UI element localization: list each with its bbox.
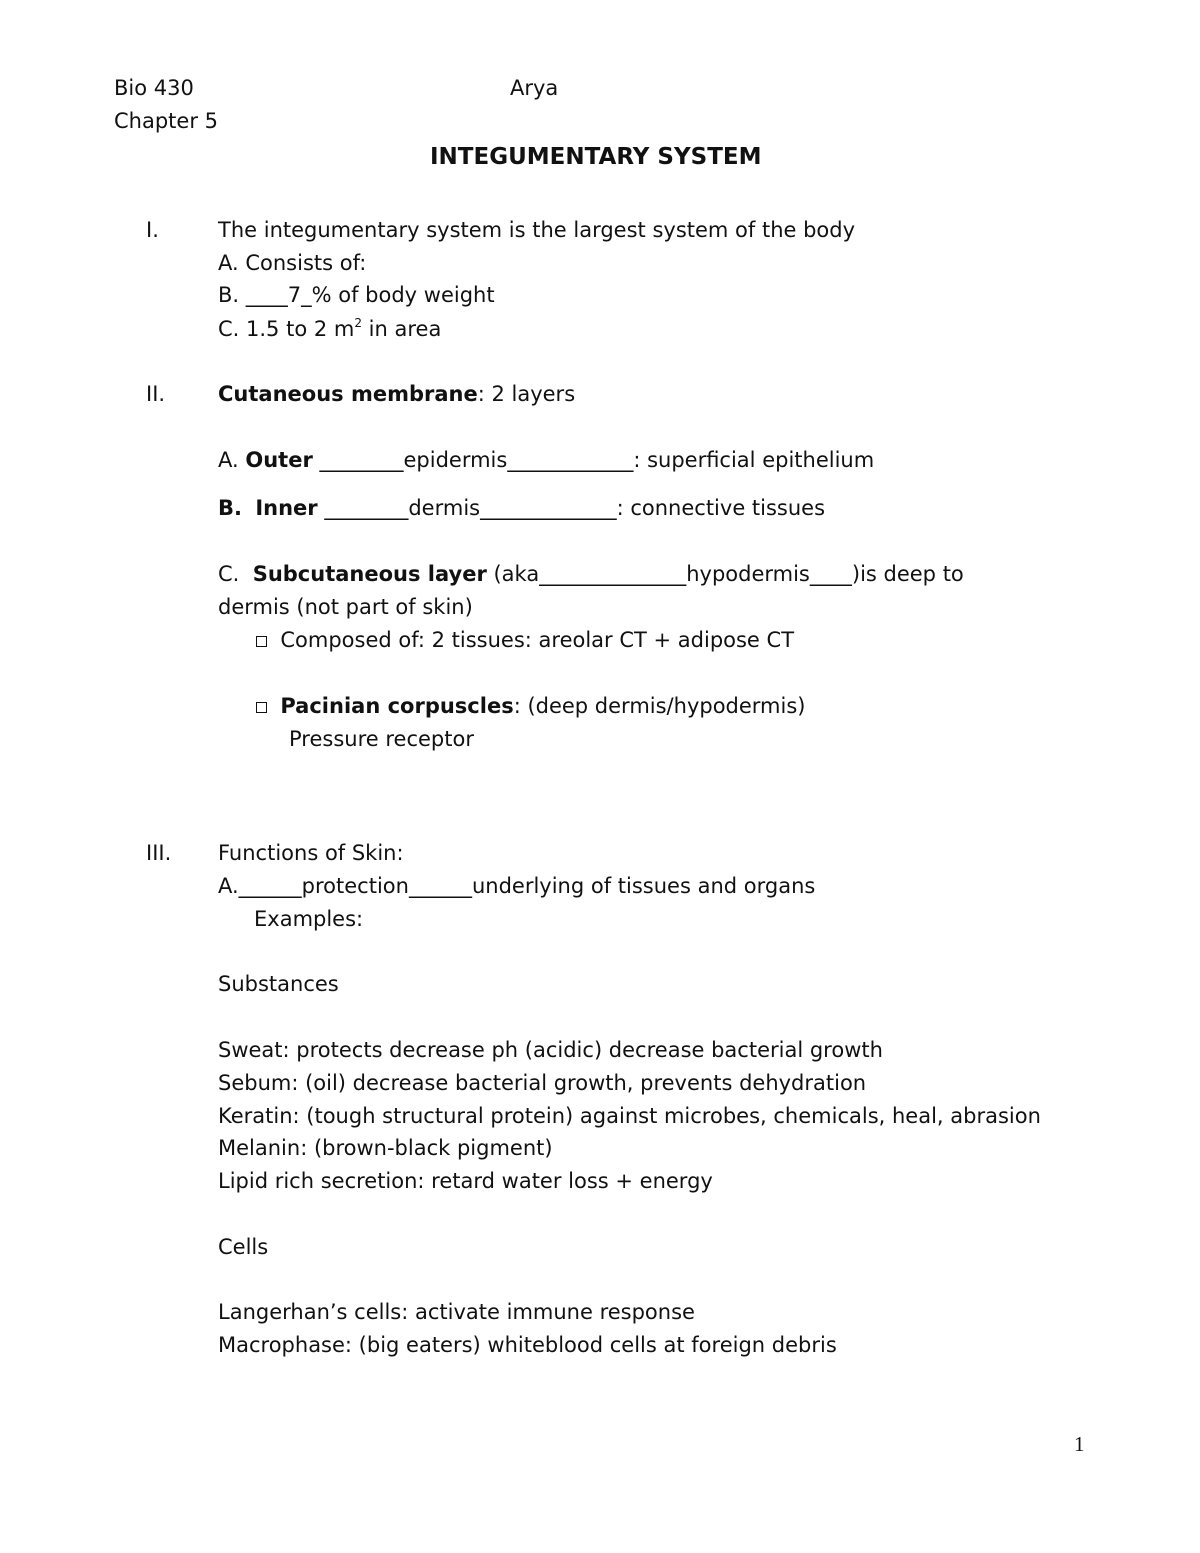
section-3-number: III.	[146, 841, 172, 865]
bullet-text: : (deep dermis/hypodermis)	[513, 694, 806, 718]
item-letter: C.	[218, 562, 240, 586]
bullet-bold-term: Pacinian corpuscles	[280, 694, 514, 718]
substance-item: Sweat: protects decrease ph (acidic) decrease bacterial growth	[218, 1038, 883, 1062]
page-number: 1	[1074, 1432, 1085, 1456]
item-c-text: C. 1.5 to 2 m	[218, 317, 355, 341]
bullet-pacinian-continued: Pressure receptor	[289, 727, 474, 751]
bullet-pacinian-corpuscles	[256, 693, 805, 719]
chapter-label: Chapter 5	[114, 109, 218, 133]
item-bold-term: Inner	[255, 496, 318, 520]
substance-item: Lipid rich secretion: retard water loss + energy	[218, 1169, 713, 1193]
section-2-item-a	[218, 447, 874, 473]
substance-item: Melanin: (brown-black pigment)	[218, 1136, 553, 1160]
heading-bold-term: Cutaneous membrane	[218, 382, 478, 406]
section-1-item-a: A. Consists of:	[218, 251, 367, 275]
section-3-item-a: A.______protection______underlying of tissues and organs	[218, 874, 816, 898]
item-letter: B.	[218, 496, 242, 520]
cell-item: Macrophase: (big eaters) whiteblood cells at foreign debris	[218, 1333, 837, 1357]
item-bold-term: Outer	[245, 448, 313, 472]
instructor-name: Arya	[510, 76, 559, 100]
cell-item: Langerhan’s cells: activate immune response	[218, 1300, 695, 1324]
bullet-composed-of	[256, 627, 794, 653]
section-2-item-c	[218, 561, 964, 587]
item-rest: ________dermis_____________: connective tissues	[317, 496, 826, 520]
section-2-number: II.	[146, 382, 166, 406]
substance-item: Keratin: (tough structural protein) against microbes, chemicals, heal, abrasion	[218, 1104, 1041, 1128]
bullet-text: Composed of: 2 tissues: areolar CT + adipose CT	[280, 628, 795, 652]
section-1-item-b: B. ____7_% of body weight	[218, 283, 495, 307]
course-label: Bio 430	[114, 76, 194, 100]
section-2-item-b	[218, 495, 825, 521]
item-bold-term: Subcutaneous layer	[252, 562, 487, 586]
section-1-number: I.	[146, 218, 159, 242]
section-3-heading: Functions of Skin:	[218, 841, 404, 865]
section-1-heading: The integumentary system is the largest system of the body	[218, 218, 856, 242]
heading-rest: : 2 layers	[477, 382, 576, 406]
item-c-superscript: 2	[354, 316, 362, 330]
item-letter: A.	[218, 448, 239, 472]
cells-heading: Cells	[218, 1235, 269, 1259]
section-1-item-c	[218, 316, 441, 342]
examples-label: Examples:	[254, 907, 364, 931]
square-bullet-icon	[256, 636, 267, 647]
item-rest: (aka______________hypodermis____)is deep to	[486, 562, 964, 586]
page-title: INTEGUMENTARY SYSTEM	[430, 144, 762, 170]
section-2-item-c-continued: dermis (not part of skin)	[218, 595, 473, 619]
substances-heading: Substances	[218, 972, 339, 996]
substance-item: Sebum: (oil) decrease bacterial growth, prevents dehydration	[218, 1071, 867, 1095]
item-c-suffix: in area	[361, 317, 442, 341]
square-bullet-icon	[256, 702, 267, 713]
section-2-heading	[218, 381, 575, 407]
item-rest: ________epidermis____________: superficial epithelium	[312, 448, 875, 472]
